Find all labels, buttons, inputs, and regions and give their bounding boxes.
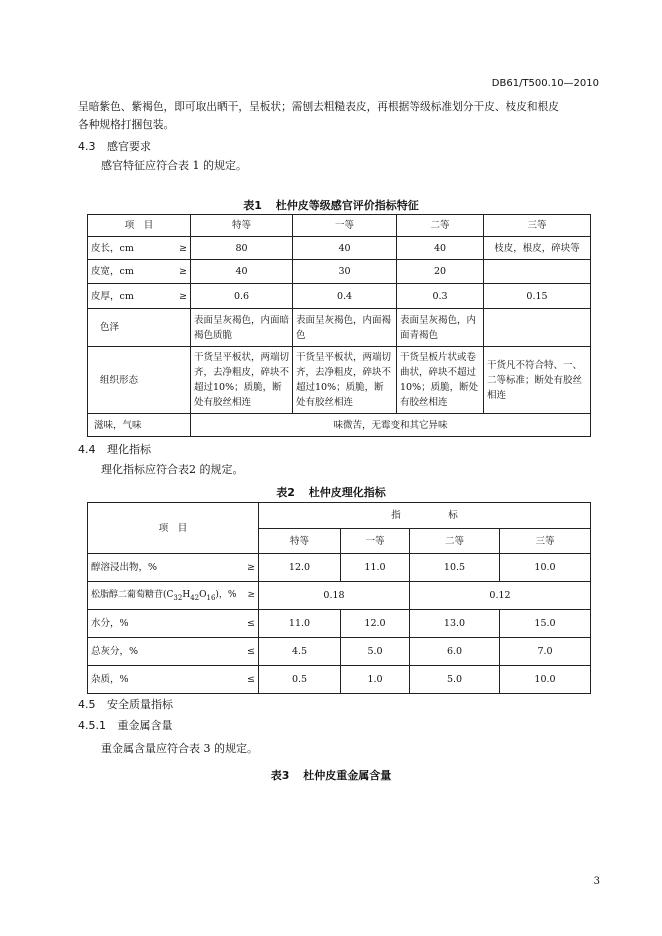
table-cell: 0.4	[293, 284, 397, 309]
row-label	[88, 582, 259, 610]
table2-header-item: 项 目	[88, 503, 259, 554]
table-cell: 干货呈板片状或卷曲状，碎块不超过10%；质脆，断处有胶丝相连	[397, 347, 484, 414]
table-cell: 40	[293, 237, 397, 260]
section-4-5-1-heading	[78, 718, 173, 734]
table-cell: 10.0	[500, 666, 591, 694]
table-cell: 11.0	[259, 610, 341, 638]
table-cell: 10.0	[500, 554, 591, 582]
table2-caption-title: 杜仲皮理化指标	[308, 486, 386, 499]
row-label: 组织形态	[88, 347, 191, 414]
label-text: 皮宽，cm	[91, 266, 134, 277]
section-number: 4.5.1	[78, 719, 106, 732]
intro-line-2: 各种规格打捆包装。	[78, 118, 175, 131]
table-cell: 0.3	[397, 284, 484, 309]
table1-header-grade: 一等	[293, 215, 397, 237]
table-cell: 12.0	[259, 554, 341, 582]
table1-header-row	[88, 215, 591, 237]
table2-header-row	[88, 503, 591, 529]
table-cell: 10.5	[410, 554, 500, 582]
table1	[87, 214, 591, 437]
section-4-4-text: 理化指标应符合表2 的规定。	[101, 463, 244, 476]
table-row	[88, 582, 591, 610]
table-cell: 6.0	[410, 638, 500, 666]
table-cell: 表面呈灰褐色，内面青褐色	[397, 309, 484, 347]
section-title: 重金属含量	[117, 719, 173, 732]
comparison-sign: ≤	[247, 646, 255, 657]
table-cell: 30	[293, 260, 397, 284]
row-label	[88, 638, 259, 666]
table-cell: 5.0	[410, 666, 500, 694]
table-row	[88, 666, 591, 694]
table-row	[88, 638, 591, 666]
row-label	[88, 554, 259, 582]
comparison-sign: ≥	[179, 266, 187, 277]
table-row	[88, 414, 591, 437]
table-cell: 5.0	[341, 638, 410, 666]
row-label: 滋味，气味	[88, 414, 191, 437]
page-number: 3	[593, 876, 600, 887]
row-label	[88, 610, 259, 638]
row-label	[88, 260, 191, 284]
table-cell: 表面呈灰褐色，内面褐色	[293, 309, 397, 347]
table-cell-merged: 味微苦，无霉变和其它异味	[191, 414, 591, 437]
table-cell: 干货呈平板状，两端切齐，去净粗皮，碎块不超过10%；质脆，断处有胶丝相连	[191, 347, 293, 414]
table1-caption-title: 杜仲皮等级感官评价指标特征	[275, 199, 419, 212]
table-cell: 80	[191, 237, 293, 260]
section-number: 4.5	[78, 698, 96, 711]
comparison-sign: ≤	[247, 674, 255, 685]
table2	[87, 502, 591, 694]
table-cell: 干货凡不符合特、一、二等标准；断处有胶丝相连	[484, 347, 591, 414]
table-row	[88, 260, 591, 284]
table-cell: 0.15	[484, 284, 591, 309]
table-cell: 11.0	[341, 554, 410, 582]
table2-header-grade: 二等	[410, 529, 500, 554]
table3-caption-title: 杜仲皮重金属含量	[303, 769, 392, 782]
comparison-sign: ≥	[247, 562, 255, 573]
document-id: DB61/T500.10—2010	[491, 78, 599, 89]
table-row	[88, 610, 591, 638]
row-label	[88, 284, 191, 309]
intro-line-1: 呈暗紫色、紫褐色，即可取出晒干，呈板状；需刨去粗糙表皮，再根据等级标准划分干皮、枝皮和根皮	[78, 100, 559, 113]
comparison-sign: ≥	[179, 290, 187, 302]
table-row	[88, 554, 591, 582]
comparison-sign: ≥	[179, 242, 187, 254]
table-row	[88, 284, 591, 309]
table-cell: 1.0	[341, 666, 410, 694]
table2-caption-number: 表2	[276, 486, 295, 499]
table-cell: 12.0	[341, 610, 410, 638]
section-title: 理化指标	[107, 443, 151, 456]
section-4-5-heading	[78, 697, 173, 713]
label-text: 皮长，cm	[91, 242, 134, 254]
table3-caption-number: 表3	[270, 769, 290, 782]
table3-caption	[0, 767, 662, 783]
table1-header-item: 项 目	[88, 215, 191, 237]
section-4-3-text: 感官特征应符合表 1 的规定。	[101, 159, 247, 172]
label-text: 杂质，%	[91, 674, 129, 685]
label-text: 皮厚，cm	[91, 290, 134, 302]
table-cell: 7.0	[500, 638, 591, 666]
label-text: 松脂醇二葡萄糖苷$(C_{32}H_{42}O_{16})$，%	[91, 590, 237, 602]
label-text: 水分，%	[91, 618, 129, 629]
section-number: 4.4	[78, 443, 96, 456]
table-cell: 枝皮，根皮，碎块等	[484, 237, 591, 260]
table2-header-grade: 一等	[341, 529, 410, 554]
row-label	[88, 237, 191, 260]
section-4-5-1-text: 重金属含量应符合表 3 的规定。	[101, 742, 258, 755]
table-cell: 0.6	[191, 284, 293, 309]
table1-header-grade: 特等	[191, 215, 293, 237]
row-label	[88, 666, 259, 694]
table2-header-grade: 特等	[259, 529, 341, 554]
table1-caption	[0, 197, 662, 213]
table-cell: 13.0	[410, 610, 500, 638]
table-cell: 40	[191, 260, 293, 284]
table1-header-grade: 三等	[484, 215, 591, 237]
table-cell-merged: 0.18	[259, 582, 410, 610]
section-title: 安全质量指标	[107, 698, 173, 711]
table-row	[88, 347, 591, 414]
section-4-3-heading	[78, 139, 151, 155]
table-cell: 0.5	[259, 666, 341, 694]
table-cell	[484, 309, 591, 347]
label-text: 醇溶浸出物，%	[91, 562, 158, 573]
table2-header-grade: 三等	[500, 529, 591, 554]
table-cell: 表面呈灰褐色，内面暗褐色质脆	[191, 309, 293, 347]
comparison-sign: ≤	[247, 618, 255, 629]
section-4-4-heading	[78, 442, 151, 458]
table-cell	[484, 260, 591, 284]
table2-caption	[0, 484, 662, 500]
table-cell: 15.0	[500, 610, 591, 638]
table-cell-merged: 0.12	[410, 582, 591, 610]
table-cell: 20	[397, 260, 484, 284]
section-title: 感官要求	[107, 140, 151, 153]
table-cell: 4.5	[259, 638, 341, 666]
label-text: 总灰分，%	[91, 646, 139, 657]
row-label: 色泽	[88, 309, 191, 347]
table-cell: 40	[397, 237, 484, 260]
table1-caption-number: 表1	[243, 199, 262, 212]
table-row	[88, 309, 591, 347]
table-cell: 干货呈平板状，两端切齐，去净粗皮，碎块不超过10%；质脆，断处有胶丝相连	[293, 347, 397, 414]
table-row	[88, 237, 591, 260]
table2-header-index: 指 标	[259, 503, 591, 529]
comparison-sign: ≥	[247, 590, 255, 600]
section-number: 4.3	[78, 140, 96, 153]
table1-header-grade: 二等	[397, 215, 484, 237]
